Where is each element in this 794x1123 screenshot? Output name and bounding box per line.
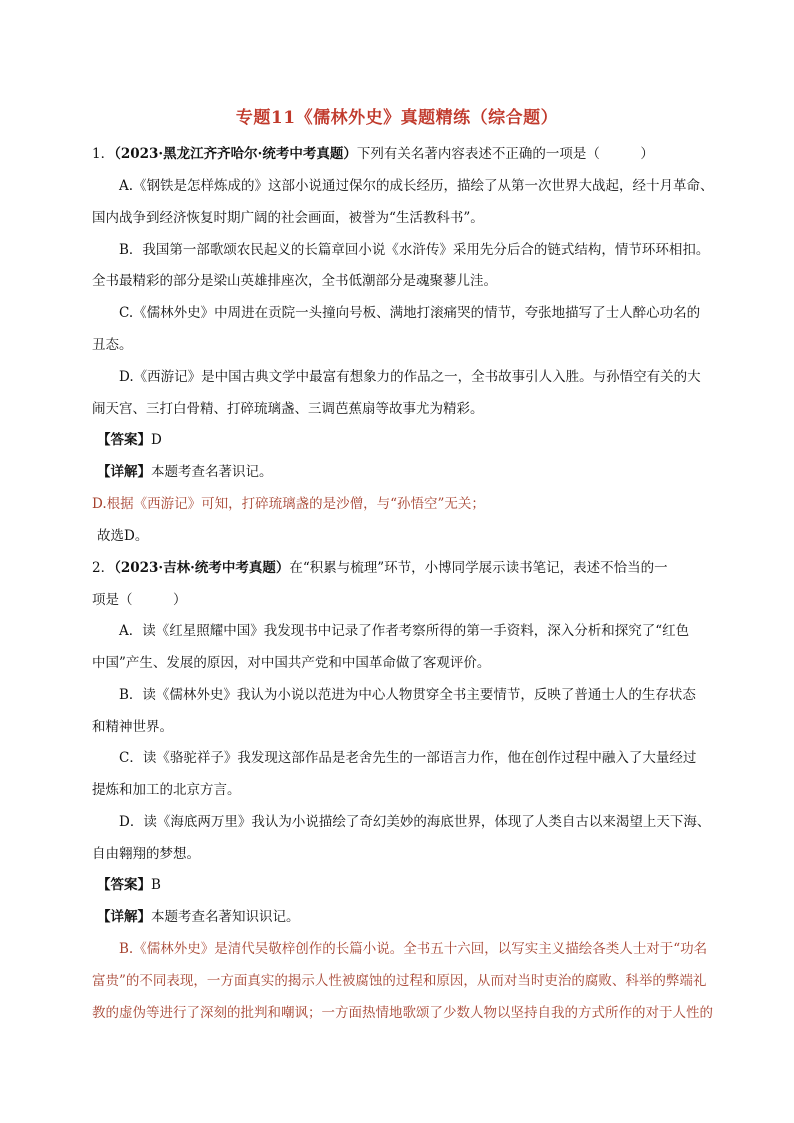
page-title: 专题11《儒林外史》真题精练（综合题） [235,108,559,128]
q1-number: 1． [92,146,115,162]
q1-explanation: D.根据《西游记》可知，打碎琉璃盏的是沙僧，与“孙悟空”无关； [92,496,485,512]
q2-option-c-line1: C．读《骆驼祥子》我发现这部作品是老舍先生的一部语言力作，他在创作过程中融入了大量经过 [119,750,697,766]
q2-option-d-line1: D．读《海底两万里》我认为小说描绘了奇幻美妙的海底世界，体现了人类自古以来渴望上天下海、 [119,814,711,830]
q1-option-b-line1: B．我国第一部歌颂农民起义的长篇章回小说《水浒传》采用先分后合的链式结构，情节环环相扣。 [119,242,710,258]
q1-option-c-line1: C.《儒林外史》中周进在贡院一头撞向号板、满地打滚痛哭的情节，夸张地描写了士人醉心功名的 [119,305,701,321]
q1-stem-text: 下列有关名著内容表述不正确的一项是（ ） [356,146,654,162]
q1-detail-tag: 【详解】 [97,464,151,480]
q1-option-a-line2: 国内战争到经济恢复时期广阔的社会画面，被誉为“生活教科书”。 [92,210,484,226]
q2-answer [97,876,161,894]
q1-answer [97,431,162,449]
q2-explanation-line2: 富贵”的不同表现，一方面真实的揭示人性被腐蚀的过程和原因，从而对当时吏治的腐败、科举的弊端礼 [92,973,707,989]
q2-explanation-line1: B.《儒林外史》是清代吴敬梓创作的长篇小说。全书五十六回，以写实主义描绘各类人士对于“功名 [119,941,708,957]
q2-detail-tag: 【详解】 [97,909,151,925]
q1-option-c-line2: 丑态。 [92,337,133,353]
q1-answer-value: D [151,432,162,448]
q2-option-c-line2: 提炼和加工的北京方言。 [92,782,241,798]
q2-option-a-line1: A．读《红星照耀中国》我发现书中记录了作者考察所得的第一手资料，深入分析和探究了“红色 [119,623,690,639]
q2-option-d-line2: 自由翱翔的梦想。 [92,846,200,862]
q2-option-b-line1: B．读《儒林外史》我认为小说以范进为中心人物贯穿全书主要情节，反映了普通士人的生存状态 [119,687,696,703]
q2-option-b-line2: 和精神世界。 [92,719,173,735]
q2-stem [92,559,668,577]
q1-source: （2023·黑龙江齐齐哈尔·统考中考真题） [114,146,357,162]
q1-detail [97,463,273,481]
q2-detail [97,908,300,926]
q2-number: 2． [92,560,115,576]
q2-detail-text: 本题考查名著知识识记。 [151,909,300,925]
q2-answer-tag: 【答案】 [97,877,151,893]
q2-answer-value: B [151,877,161,893]
q1-detail-text: 本题考查名著识记。 [151,464,273,480]
q1-option-b-line2: 全书最精彩的部分是梁山英雄排座次，全书低潮部分是魂聚蓼儿洼。 [92,273,497,289]
q1-conclusion: 故选D。 [97,528,149,544]
q2-source: （2023·吉林·统考中考真题） [114,560,290,576]
q2-stem-line2: 项是（ ） [92,592,187,608]
q1-stem [92,145,654,163]
q2-stem-text: 在“积累与梳理”环节，小博同学展示读书笔记，表述不恰当的一 [289,560,668,576]
q1-option-d-line1: D.《西游记》是中国古典文学中最富有想象力的作品之一，全书故事引人入胜。与孙悟空有关的大 [119,369,701,385]
q1-option-d-line2: 闹天宫、三打白骨精、打碎琉璃盏、三调芭蕉扇等故事尤为精彩。 [92,401,484,417]
q1-answer-tag: 【答案】 [97,432,151,448]
q1-option-a-line1: A.《钢铁是怎样炼成的》这部小说通过保尔的成长经历，描绘了从第一次世界大战起，经十月革命、 [119,178,714,194]
q2-explanation-line3: 教的虚伪等进行了深刻的批判和嘲讽；一方面热情地歌颂了少数人物以坚持自我的方式所作的对于人性的 [92,1005,713,1021]
q2-option-a-line2: 中国”产生、发展的原因，对中国共产党和中国革命做了客观评价。 [92,655,491,671]
